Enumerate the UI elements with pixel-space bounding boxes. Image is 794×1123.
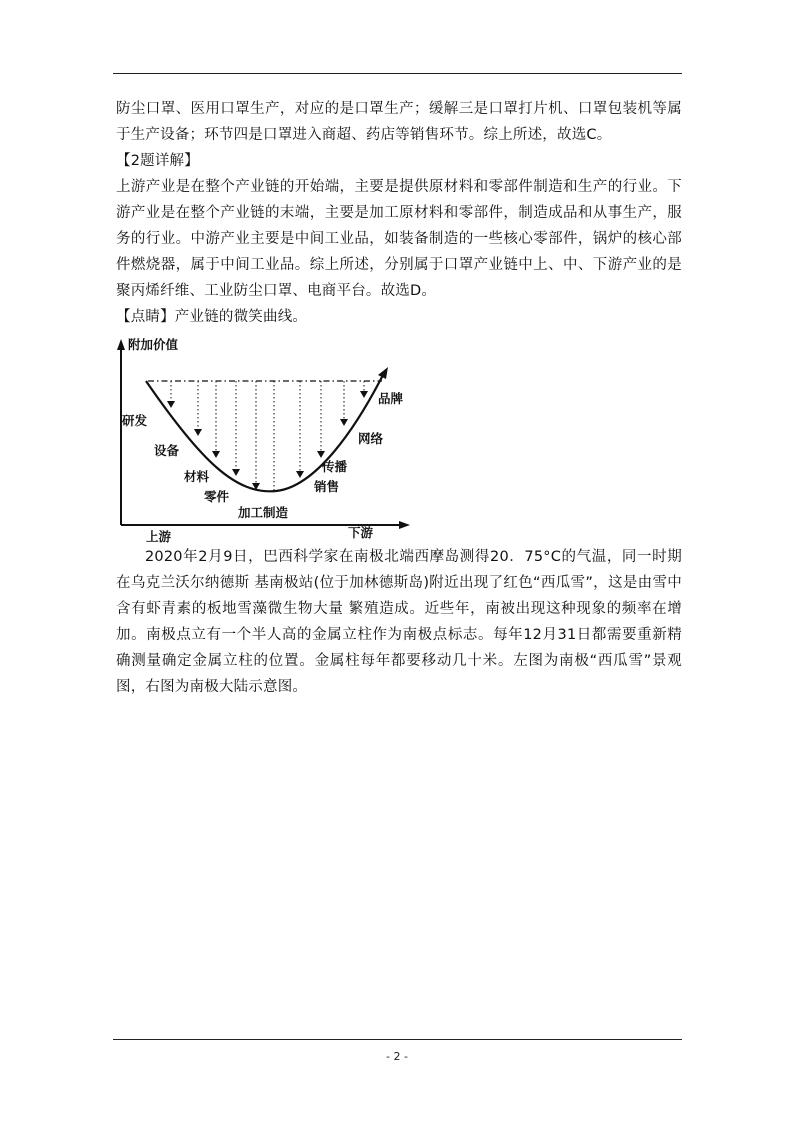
label-sales: 销售 [314, 479, 340, 494]
x-axis-arrow [399, 521, 410, 529]
label-processing: 加工制造 [238, 505, 289, 520]
page-content [116, 96, 682, 700]
x-end-label: 下游 [348, 525, 374, 540]
paragraph-question-context: 2020年2月9日，巴西科学家在南极北端西摩岛测得20．75°C的气温，同一时期在乌克兰沃尔纳德斯 基南极站(位于加林德斯岛)附近出现了红色“西瓜雪”，这是由雪中含有虾青素的板地雪藻微生物大量 繁殖造成。近些年，南被出现这种现象的频率在增加。南极点立有一个半人高的金属立柱作为南极点标志。每年12月31日都需要重新精确测量确定金属立柱的位置。金属柱每年都要移动几十米。左图为南极“西瓜雪”景观图，右图为南极大陆示意图。 [116, 549, 682, 695]
y-axis-label: 附加价值 [128, 337, 179, 352]
smile-curve [146, 373, 384, 491]
x-start-label: 上游 [146, 529, 172, 544]
label-materials: 材料 [184, 469, 210, 484]
label-parts: 零件 [204, 489, 230, 504]
smile-curve-diagram [116, 333, 416, 544]
section-heading-q2: 【2题详解】 [116, 153, 199, 169]
label-brand: 品牌 [378, 391, 404, 406]
y-axis-arrow [117, 339, 125, 350]
page-number: - 2 - [386, 1050, 408, 1063]
label-equipment: 设备 [154, 443, 180, 458]
label-marketing: 传播 [322, 459, 348, 474]
label-network: 网络 [358, 431, 384, 446]
paragraph-tip: 【点睛】产业链的微笑曲线。 [116, 309, 308, 325]
footer-rule [113, 1039, 682, 1040]
label-rd: 研发 [122, 413, 148, 428]
curve-arrow [378, 367, 388, 379]
header-rule [113, 73, 682, 74]
paragraph-answer-1: 防尘口罩、医用口罩生产，对应的是口罩生产；缓解三是口罩打片机、口罩包装机等属于生产设备；环节四是口罩进入商超、药店等销售环节。综上所述，故选C。 [116, 101, 682, 143]
paragraph-answer-2: 上游产业是在整个产业链的开始端，主要是提供原材料和零部件制造和生产的行业。下游产业是在整个产业链的末端，主要是加工原材料和零部件，制造成品和从事生产，服务的行业。中游产业主要是中间工业品，如装备制造的一些核心零部件，锅炉的核心部件燃烧器，属于中间工业品。综上所述，分别属于口罩产业链中上、中、下游产业的是聚丙烯纤维、工业防尘口罩、电商平台。故选D。 [116, 179, 682, 299]
